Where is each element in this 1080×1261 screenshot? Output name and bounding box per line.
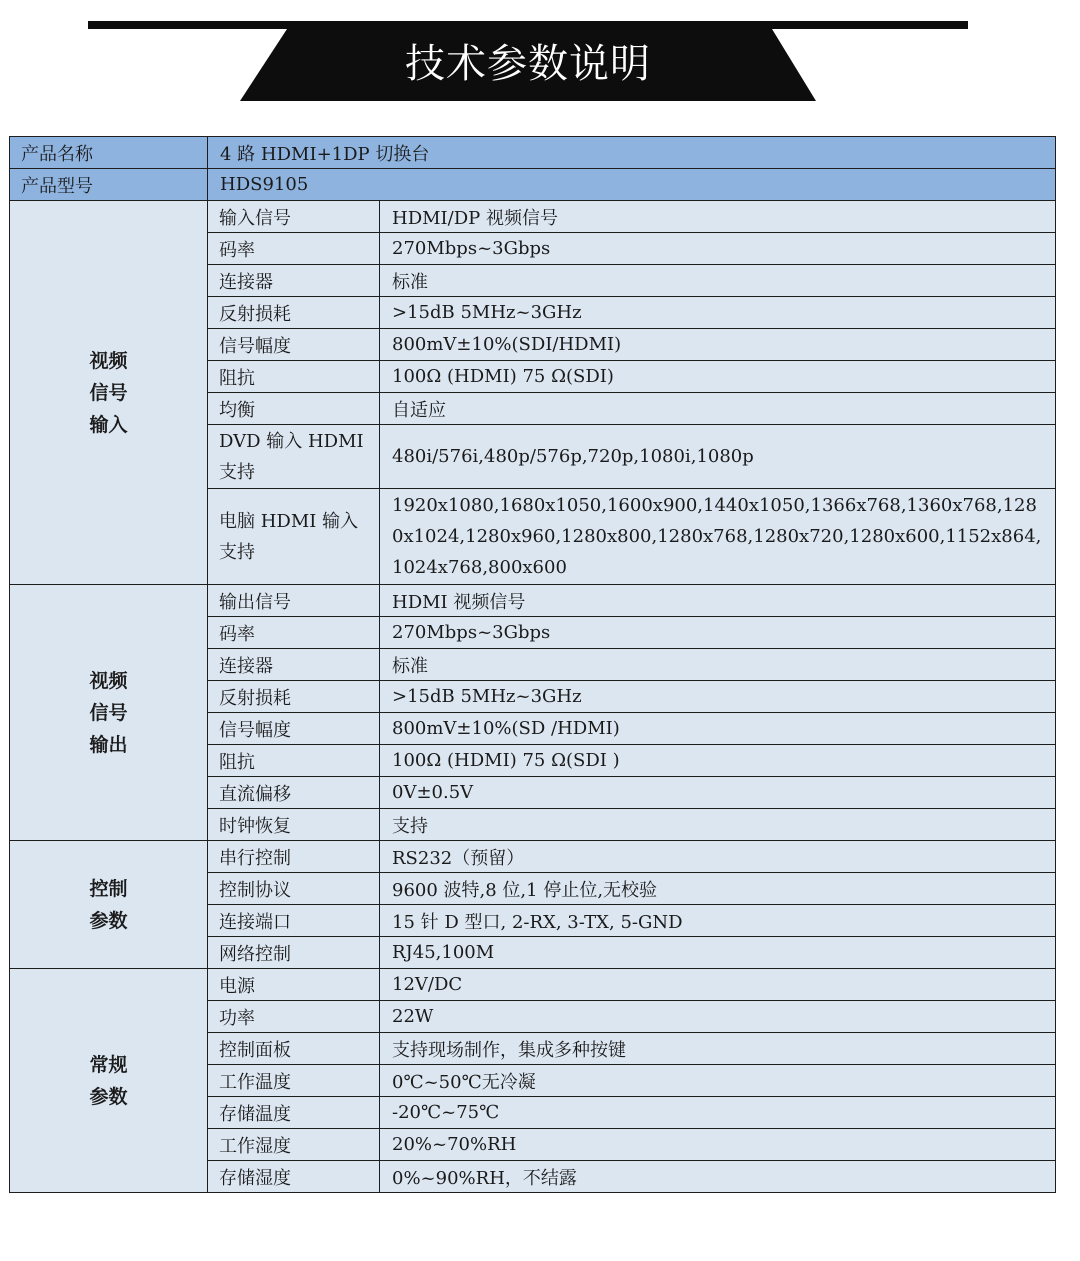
param-label: 阻抗 [208, 361, 380, 393]
param-label: 均衡 [208, 393, 380, 425]
param-label: 连接器 [208, 265, 380, 297]
category-label [10, 841, 208, 969]
param-label: 输出信号 [208, 585, 380, 617]
param-value: RJ45,100M [380, 937, 1056, 969]
category-line: 视频 [89, 349, 128, 372]
param-value: HDMI/DP 视频信号 [380, 201, 1056, 233]
param-label: DVD 输入 HDMI 支持 [208, 425, 380, 489]
param-label: 控制协议 [208, 873, 380, 905]
param-value: 100Ω (HDMI) 75 Ω(SDI) [380, 361, 1056, 393]
category-line: 输出 [89, 733, 128, 756]
param-value: 800mV±10%(SD /HDMI) [380, 713, 1056, 745]
param-label: 码率 [208, 617, 380, 649]
param-label: 工作湿度 [208, 1129, 380, 1161]
header-value: 4 路 HDMI+1DP 切换台 [208, 137, 1056, 169]
param-value: 标准 [380, 649, 1056, 681]
param-value: 100Ω (HDMI) 75 Ω(SDI ) [380, 745, 1056, 777]
param-value: 20%~70%RH [380, 1129, 1056, 1161]
param-value: >15dB 5MHz~3GHz [380, 297, 1056, 329]
category-label [10, 969, 208, 1193]
param-label: 控制面板 [208, 1033, 380, 1065]
param-label: 功率 [208, 1001, 380, 1033]
param-label: 阻抗 [208, 745, 380, 777]
param-value: 自适应 [380, 393, 1056, 425]
category-line: 参数 [89, 1085, 128, 1108]
table-row [10, 201, 1056, 233]
param-value: 270Mbps~3Gbps [380, 617, 1056, 649]
header-label: 产品名称 [10, 137, 208, 169]
param-label: 连接器 [208, 649, 380, 681]
param-value: 22W [380, 1001, 1056, 1033]
param-value: 15 针 D 型口, 2-RX, 3-TX, 5-GND [380, 905, 1056, 937]
param-value: 支持 [380, 809, 1056, 841]
category-line: 参数 [89, 909, 128, 932]
page-title: 技术参数说明 [405, 41, 651, 87]
param-value: 1920x1080,1680x1050,1600x900,1440x1050,1366x768,1360x768,1280x1024,1280x960,1280x800,1280x768,1280x720,1280x600,1152x864,1024x768,800x600 [380, 489, 1056, 585]
param-value: HDMI 视频信号 [380, 585, 1056, 617]
param-label: 输入信号 [208, 201, 380, 233]
param-value: >15dB 5MHz~3GHz [380, 681, 1056, 713]
param-label: 存储温度 [208, 1097, 380, 1129]
category-label [10, 201, 208, 585]
param-label: 电脑 HDMI 输入支持 [208, 489, 380, 585]
table-row [10, 585, 1056, 617]
param-value: 0%~90%RH，不结露 [380, 1161, 1056, 1193]
spec-table [9, 136, 1056, 1193]
param-value: RS232（预留） [380, 841, 1056, 873]
param-value: 800mV±10%(SDI/HDMI) [380, 329, 1056, 361]
param-label: 连接端口 [208, 905, 380, 937]
param-label: 存储湿度 [208, 1161, 380, 1193]
param-label: 反射损耗 [208, 681, 380, 713]
param-value: 12V/DC [380, 969, 1056, 1001]
table-row [10, 137, 1056, 169]
header-label: 产品型号 [10, 169, 208, 201]
param-value: 480i/576i,480p/576p,720p,1080i,1080p [380, 425, 1056, 489]
category-label [10, 585, 208, 841]
header-value: HDS9105 [208, 169, 1056, 201]
param-label: 信号幅度 [208, 329, 380, 361]
param-value: 支持现场制作，集成多种按键 [380, 1033, 1056, 1065]
category-line: 信号 [89, 381, 128, 404]
param-label: 工作温度 [208, 1065, 380, 1097]
category-line: 控制 [89, 877, 128, 900]
param-label: 时钟恢复 [208, 809, 380, 841]
param-value: 270Mbps~3Gbps [380, 233, 1056, 265]
category-line: 信号 [89, 701, 128, 724]
param-label: 信号幅度 [208, 713, 380, 745]
category-line: 视频 [89, 669, 128, 692]
param-value: -20℃~75℃ [380, 1097, 1056, 1129]
table-row [10, 841, 1056, 873]
category-line: 常规 [89, 1053, 128, 1076]
param-value: 标准 [380, 265, 1056, 297]
param-value: 9600 波特,8 位,1 停止位,无校验 [380, 873, 1056, 905]
param-label: 直流偏移 [208, 777, 380, 809]
param-label: 串行控制 [208, 841, 380, 873]
param-label: 反射损耗 [208, 297, 380, 329]
category-line: 输入 [89, 413, 128, 436]
param-label: 码率 [208, 233, 380, 265]
param-value: 0℃~50℃无冷凝 [380, 1065, 1056, 1097]
table-row [10, 169, 1056, 201]
param-value: 0V±0.5V [380, 777, 1056, 809]
param-label: 网络控制 [208, 937, 380, 969]
param-label: 电源 [208, 969, 380, 1001]
table-row [10, 969, 1056, 1001]
